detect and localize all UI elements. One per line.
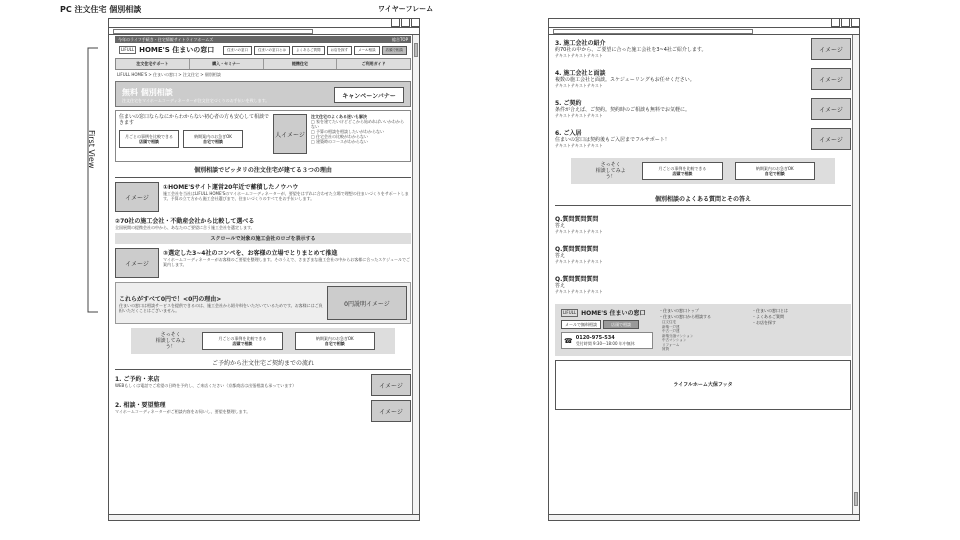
site-footer (555, 304, 851, 356)
footer-link[interactable]: ・住まいの窓口から相談する (659, 314, 711, 319)
reason-1-title: ①HOME'Sサイト運営20年近で蓄積したノウハウ (163, 184, 299, 191)
flow-step-4 (555, 68, 851, 90)
url-input[interactable] (113, 29, 313, 34)
footer-left (561, 308, 653, 352)
footer-sublink[interactable]: 中古マンション (662, 338, 687, 342)
store-consult-button[interactable]: 月ごとの事例を比較できる 店頭で相談 (119, 130, 179, 148)
step-6-note: テキストテキストテキスト (555, 143, 603, 148)
hero-banner (115, 81, 411, 107)
site-logo[interactable] (119, 45, 214, 55)
divider (115, 369, 411, 370)
header-link-2[interactable]: よくあるご質問 (292, 46, 325, 55)
scrollbar[interactable] (412, 35, 419, 520)
cta-label: さっそく 相談してみよう！ (155, 332, 186, 350)
intro-buttons (119, 130, 269, 148)
flow-step-1 (115, 374, 411, 396)
right-browser-frame (548, 18, 860, 521)
reason-1-text: 施工会社を当社はLIFULL HOME'Sのマイホームコーディネーターが、要望をはずれに合わせた立場で理想の住まいづくりをサポートします。予算の立て方から施工会社選びまで、住まいづくりのすべてをお手伝いします。 (163, 191, 409, 201)
header-link-0[interactable]: 住まいの窓口 (223, 46, 252, 55)
banner-title: 無料 個別相談 (122, 88, 173, 97)
breadcrumb: LIFULL HOME'S > 住まいの窓口 > 注文住宅 > 個別相談 (117, 72, 221, 77)
nav-item-0[interactable]: 注文住宅サポート (116, 59, 190, 69)
faq-answer-text: テキストテキストテキスト (555, 289, 603, 294)
phone-icon: ☎ (564, 336, 573, 345)
footer-sublink[interactable]: 注文住宅 (662, 320, 676, 324)
flow-heading: ご予約から注文住宅ご契約までの流れ (211, 360, 314, 367)
step-5-image: イメージ (811, 98, 851, 120)
step-4-image: イメージ (811, 68, 851, 90)
step-2-title: 2. 相談・要望整理 (115, 402, 166, 409)
wireframe-label: ワイヤーフレーム (378, 5, 434, 13)
close-icon[interactable] (411, 18, 420, 27)
step-5-note: テキストテキストテキスト (555, 113, 603, 118)
reason-3-image: イメージ (115, 248, 159, 278)
header-link-3[interactable]: お店を探す (327, 46, 353, 55)
left-browser-frame (108, 18, 420, 521)
step-1-title: 1. ご予約・来店 (115, 376, 160, 383)
intro-left (119, 114, 269, 158)
flow-step-6 (555, 128, 851, 150)
status-bar (549, 514, 859, 520)
reason-3 (115, 248, 411, 278)
maximize-icon[interactable] (401, 18, 410, 27)
top-right-link[interactable]: 総合TOP (391, 37, 408, 42)
intro-faq-item: □ 建築時のコースがわからない (311, 139, 368, 144)
free-text: 住まいの窓口は相談サービスを提供できるのは、施工会社から紹介料をいただいているためです。お客様にはご負担いただくことはございません。 (119, 302, 323, 313)
scrollbar-thumb[interactable] (854, 492, 858, 506)
address-bar (549, 27, 859, 35)
cta-home-button[interactable]: 納期案内のお急ぎOK 自宅で相談 (735, 162, 815, 180)
faq-item[interactable] (555, 244, 851, 264)
faq-answer-text: テキストテキストテキスト (555, 229, 603, 234)
left-page-content (115, 36, 411, 514)
footer-store-button[interactable]: 店頭で相談 (603, 320, 639, 329)
footer-sublink[interactable]: リフォーム (662, 342, 680, 347)
step-4-text: 複数の施工会社と面談。スケジューリングもお任せください。 (555, 77, 695, 83)
faq-question: Q.質問質問質問 (555, 216, 599, 223)
faq-answer-text: テキストテキストテキスト (555, 259, 603, 264)
main-nav (115, 58, 411, 70)
first-view-label-wrap (74, 130, 104, 190)
intro-faq-item: □ 予算の相談を相談したいがわからない (311, 129, 385, 134)
cta-store-button[interactable]: 月ごとの事例を比較できる 店頭で相談 (642, 162, 722, 180)
cta-home-button[interactable]: 納期案内のお急ぎOK 自宅で相談 (295, 332, 375, 350)
footer-logo[interactable] (561, 308, 653, 317)
nav-item-3[interactable]: ご利用ガイド (361, 61, 386, 66)
cta-label: さっそく 相談してみよう！ (595, 162, 626, 180)
faq-heading: 個別相談のよくある質問とその答え (654, 196, 751, 203)
reason-3-title: ③選定した3~4社のコンペを、お客様の立場でとりまとめて推進 (163, 250, 338, 257)
footer-link[interactable]: ・住まいの窓口トップ (659, 308, 699, 313)
step-3-text: 約70社の中から、ご要望に合った施工会社を3~4社ご紹介します。 (555, 47, 707, 53)
faq-answer: 答え (555, 253, 566, 259)
faq-question: Q.質問質問質問 (555, 246, 599, 253)
campaign-banner[interactable]: キャンペーンバナー (334, 87, 404, 103)
footer-link[interactable]: ・よくあるご質問 (752, 314, 784, 319)
maximize-icon[interactable] (841, 18, 850, 27)
intro-text: 住まいの窓口ならなにからわからない初心者の方も安心して相談できます (119, 114, 270, 126)
reason-2-text: 全国展開の提携会社の中から、あなたのご要望に合う施工会社を選定します。 (115, 225, 255, 230)
footer-link[interactable]: ・住まいの窓口とは (752, 308, 788, 313)
home-consult-button[interactable]: 納期案内のお急ぎOK 自宅で相談 (183, 130, 243, 148)
step-3-title: 3. 施工会社の紹介 (555, 40, 606, 47)
scroll-logo-bar[interactable]: スクロールで対象の施工会社のロゴを表示する (115, 233, 411, 244)
step-1-text: WEBもしくは電話でご希望の日時を予約し、ご来店ください（京都商店は出張相談も承っています） (115, 383, 297, 388)
faq-answer: 答え (555, 283, 566, 289)
free-section (115, 282, 411, 324)
top-strip (115, 36, 411, 43)
intro-faq-item: □ 住宅会社の比較がわからない (311, 134, 369, 139)
free-title: これらがすべて0円で！<0円の理由> (119, 295, 222, 303)
flow-step-5 (555, 98, 851, 120)
reason-1-image: イメージ (115, 182, 159, 212)
window-buttons (830, 18, 860, 27)
footer-sublink[interactable]: 新築一戸建 (662, 324, 680, 329)
cta-store-button[interactable]: 月ごとの事例を比較できる 店頭で相談 (202, 332, 282, 350)
window-buttons (390, 18, 420, 27)
footer-tel-note: 受付時間 9:30～18:00 年中無休 (575, 341, 635, 346)
footer-sublink[interactable]: 賃貸 (662, 347, 669, 351)
step-5-text: 条件が合えば、ご契約。契約時のご相談も無料でお気軽に。 (555, 107, 691, 113)
top-tagline: 今年のライフ手続き・住宅情報サイトライフホームズ (118, 37, 214, 42)
footer-sublink[interactable]: 新築分譲マンション (662, 333, 694, 338)
faq-question: Q.質問質問質問 (555, 276, 599, 283)
header-links (223, 46, 407, 55)
cta-section (571, 158, 835, 184)
step-1-image: イメージ (371, 374, 411, 396)
minimize-icon[interactable] (391, 18, 400, 27)
logo-mark: LIFULL (121, 47, 135, 52)
person-image: 人イメージ (273, 114, 307, 154)
footer-tel: 0120-975-534 (575, 335, 615, 341)
fixed-footer: ライフルホーム大保フッタ (555, 360, 851, 410)
site-header (115, 43, 411, 57)
intro-faq-item: □ 家を建てたいけどどこから始めればいいかわからない (311, 119, 405, 129)
minimize-icon[interactable] (831, 18, 840, 27)
faq-item[interactable] (555, 214, 851, 234)
cta-section (131, 328, 395, 354)
footer-tel-box[interactable] (561, 332, 653, 349)
header-link-5[interactable]: 店頭で相談 (382, 46, 408, 55)
reasons-heading: 個別相談でピッタリの注文住宅が建てる３つの理由 (194, 167, 332, 174)
faq-item[interactable] (555, 274, 851, 294)
divider (555, 205, 851, 206)
reason-3-text: マイホームコーディネーターがお客様のご要望を整理します。そのうえで、さまざまな施工会社の中からお客様に合ったスケジュールでご案内します。 (163, 257, 410, 267)
step-3-note: テキストテキストテキスト (555, 53, 603, 58)
divider (115, 177, 411, 178)
footer-link[interactable]: ・お店を探す (752, 320, 776, 325)
reason-2-title: ②70社の施工会社・不動産会社から比較して選べる (115, 218, 255, 225)
footer-col-2 (752, 308, 845, 352)
flow-step-3 (555, 38, 851, 60)
first-view-label: First View (87, 130, 96, 169)
footer-mail-button[interactable]: メールで無料相談 (561, 320, 601, 329)
step-4-note: テキストテキストテキスト (555, 83, 603, 88)
intro-faq-title: 注文住宅のよくある迷いも解決 (311, 114, 367, 119)
header-link-1[interactable]: 住まいの窓口とは (254, 46, 290, 55)
step-6-title: 6. ご入居 (555, 130, 582, 137)
logo-text: HOME'S 住まいの窓口 (139, 46, 215, 54)
reason-2 (115, 216, 411, 230)
address-bar (109, 27, 419, 35)
scrollbar[interactable] (852, 35, 859, 520)
footer-sublink[interactable]: 中古一戸建 (662, 329, 680, 333)
close-icon[interactable] (851, 18, 860, 27)
free-image: 0円説明イメージ (327, 286, 407, 320)
intro-faq (311, 114, 407, 158)
url-input[interactable] (553, 29, 753, 34)
nav-item-2[interactable]: 提携住宅 (264, 59, 338, 69)
reason-1 (115, 182, 411, 212)
banner-subtitle: 注文住宅をマイホームコーディネーターが注文住宅づくりのお手伝いを致します。 (122, 98, 270, 103)
logo-text: HOME'S 住まいの窓口 (581, 310, 646, 317)
step-3-image: イメージ (811, 38, 851, 60)
step-2-image: イメージ (371, 400, 411, 422)
right-page-content (555, 36, 851, 514)
step-6-text: 住まいの窓口は契約後もご入居までフルサポート！ (555, 137, 670, 143)
footer-col-1 (653, 308, 752, 352)
page-label: PC 注文住宅 個別相談 (60, 5, 142, 14)
intro-section (115, 110, 411, 162)
scrollbar-thumb[interactable] (414, 43, 418, 57)
nav-item-1[interactable]: 購入・セミナー (190, 59, 264, 69)
step-4-title: 4. 施工会社と面談 (555, 70, 606, 77)
step-5-title: 5. ご契約 (555, 100, 582, 107)
faq-answer: 答え (555, 223, 566, 229)
header-link-4[interactable]: メール相談 (354, 46, 379, 55)
flow-step-2 (115, 400, 411, 422)
logo-mark: LIFULL (563, 309, 577, 315)
step-2-text: マイホームコーディネーターがご相談内容をお伺いし、要望を整理します。 (115, 409, 251, 414)
step-6-image: イメージ (811, 128, 851, 150)
status-bar (109, 514, 419, 520)
